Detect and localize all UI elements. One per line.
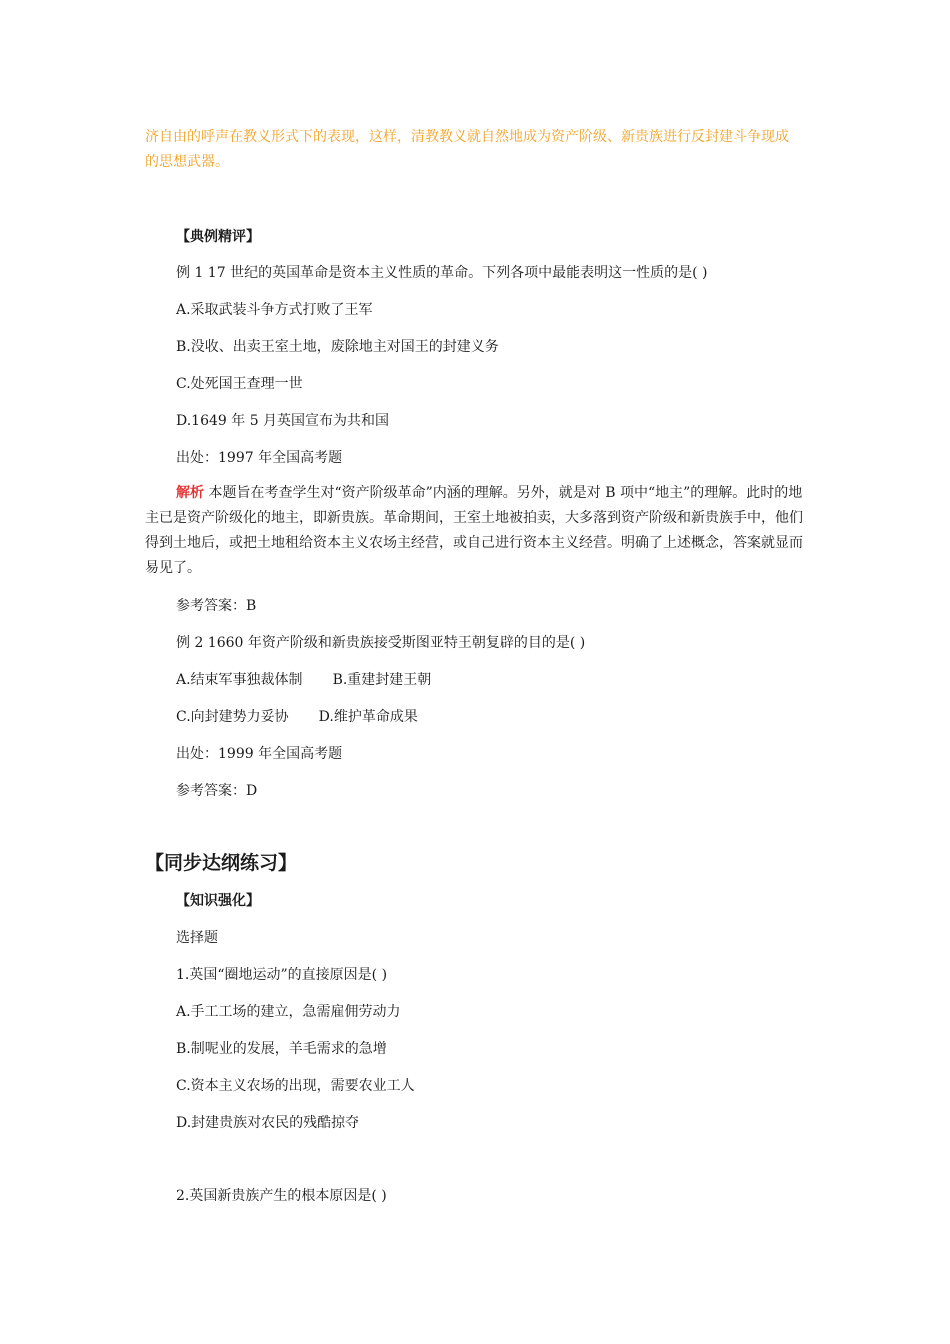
- example-1-option-d: D.1649 年 5 月英国宣布为共和国: [176, 413, 390, 429]
- example-1-answer: 参考答案：B: [176, 598, 257, 614]
- example-2-options-row-2: [176, 708, 418, 726]
- example-2-options-row-1: [176, 671, 431, 689]
- intro-line-2: 的思想武器。: [145, 154, 229, 170]
- example-2-stem: 例 2 1660 年资产阶级和新贵族接受斯图亚特王朝复辟的目的是( ): [176, 635, 586, 651]
- question-1-option-b: B.制呢业的发展，羊毛需求的急增: [176, 1041, 387, 1057]
- example-2-option-b: B.重建封建王朝: [332, 672, 432, 688]
- example-2-option-d: D.维护革命成果: [318, 709, 418, 725]
- analysis-label: 解析: [176, 485, 204, 501]
- example-1-analysis: [145, 481, 807, 581]
- example-2-answer: 参考答案：D: [176, 783, 258, 799]
- example-1-stem: 例 1 17 世纪的英国革命是资本主义性质的革命。下列各项中最能表明这一性质的是( ): [176, 265, 708, 281]
- example-1-option-c: C.处死国王查理一世: [176, 376, 303, 392]
- example-2-option-c: C.向封建势力妥协: [176, 709, 289, 725]
- practice-section-heading: 【同步达纲练习】: [145, 852, 298, 874]
- intro-line-1: 济自由的呼声在教义形式下的表现，这样，清教教义就自然地成为资产阶级、新贵族进行反封建斗争现成: [145, 129, 789, 145]
- question-2-stem: 2.英国新贵族产生的根本原因是( ): [176, 1188, 387, 1204]
- question-type-label: 选择题: [176, 930, 218, 946]
- question-1-stem: 1.英国“圈地运动”的直接原因是( ): [176, 967, 388, 983]
- example-section-heading: 【典例精评】: [176, 229, 260, 245]
- example-2-source: 出处：1999 年全国高考题: [176, 746, 343, 762]
- example-1-option-a: A.采取武装斗争方式打败了王军: [176, 302, 373, 318]
- question-1-option-a: A.手工工场的建立，急需雇佣劳动力: [176, 1004, 401, 1020]
- question-1-option-d: D.封建贵族对农民的残酷掠夺: [176, 1115, 360, 1131]
- question-1-option-c: C.资本主义农场的出现，需要农业工人: [176, 1078, 415, 1094]
- practice-subheading: 【知识强化】: [176, 893, 260, 909]
- example-1-source: 出处：1997 年全国高考题: [176, 450, 343, 466]
- example-1-option-b: B.没收、出卖王室土地，废除地主对国王的封建义务: [176, 339, 499, 355]
- example-2-option-a: A.结束军事独裁体制: [176, 672, 303, 688]
- analysis-text: 本题旨在考查学生对“资产阶级革命”内涵的理解。另外，就是对 B 项中“地主”的理解。此时的地主已是资产阶级化的地主，即新贵族。革命期间，王室土地被拍卖，大多落到资产阶级和新贵族手中，他们得到土地后，或把土地租给资本主义农场主经营，或自己进行资本主义经营。明确了上述概念，答案就显而易见了。: [145, 485, 803, 576]
